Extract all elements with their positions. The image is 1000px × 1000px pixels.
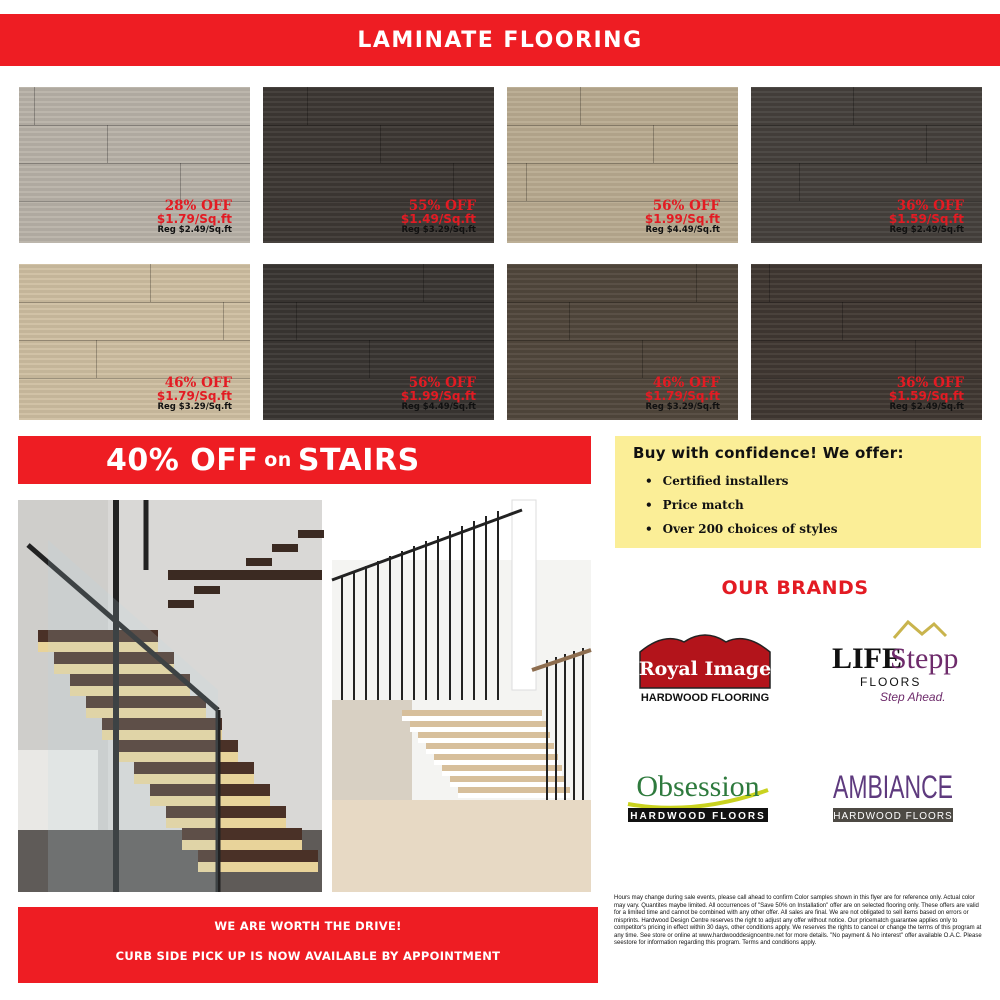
plank-line xyxy=(19,302,250,303)
plank-seam xyxy=(307,87,308,125)
plank-line xyxy=(751,340,982,341)
upper-stair-tread xyxy=(194,586,220,594)
price-reg: Reg $4.49/Sq.ft xyxy=(401,402,476,413)
stair-tread xyxy=(418,732,550,738)
plank-seam xyxy=(453,163,454,201)
price-off: 36% OFF xyxy=(896,198,964,215)
obsession-name: Obsession xyxy=(636,770,760,803)
plank-line xyxy=(507,125,738,126)
list-item: • Certified installers xyxy=(645,474,838,498)
plank-line xyxy=(263,340,494,341)
stair-tread xyxy=(442,765,562,771)
stair-tread xyxy=(434,754,558,760)
flooring-tile xyxy=(19,264,250,420)
price-reg: Reg $3.29/Sq.ft xyxy=(401,225,476,236)
price-sale: $1.79/Sq.ft xyxy=(644,389,720,404)
plank-line xyxy=(751,163,982,164)
price-reg: Reg $3.29/Sq.ft xyxy=(157,402,232,413)
price-sale: $1.49/Sq.ft xyxy=(400,212,476,227)
plank-line xyxy=(19,340,250,341)
plank-seam xyxy=(180,163,181,201)
obsession-logo[interactable] xyxy=(624,760,772,824)
price-off: 46% OFF xyxy=(652,375,720,392)
upper-stair-tread xyxy=(168,600,194,608)
plank-line xyxy=(19,163,250,164)
price-block xyxy=(889,199,964,235)
price-block xyxy=(645,376,720,412)
stair-riser xyxy=(426,749,554,754)
price-reg: Reg $3.29/Sq.ft xyxy=(645,402,720,413)
price-block xyxy=(401,376,476,412)
stair-riser xyxy=(402,716,542,721)
list-item: • Price match xyxy=(645,498,838,522)
plank-seam xyxy=(369,340,370,378)
plank-seam xyxy=(915,340,916,378)
stairs-banner xyxy=(18,436,591,484)
obsession-sub: HARDWOOD FLOORS xyxy=(630,811,766,822)
price-sale: $1.79/Sq.ft xyxy=(156,389,232,404)
plank-seam xyxy=(799,163,800,201)
lifestepp-life: LIFE xyxy=(832,642,903,675)
plank-seam xyxy=(423,264,424,302)
ambiance-name: AMBIANCE xyxy=(833,769,953,805)
price-block xyxy=(157,199,232,235)
plank-line xyxy=(19,125,250,126)
flooring-tile xyxy=(507,264,738,420)
upper-stair-tread xyxy=(272,544,298,552)
upper-stair-tread xyxy=(298,530,324,538)
lifestepp-stepp: Stepp xyxy=(890,642,959,675)
price-block xyxy=(401,199,476,235)
confidence-box xyxy=(615,436,981,548)
stairs-on: on xyxy=(264,449,292,471)
stair-riser xyxy=(458,793,570,798)
stair-tread xyxy=(458,787,570,793)
flooring-tile xyxy=(263,264,494,420)
plank-line xyxy=(263,302,494,303)
plank-seam xyxy=(526,163,527,201)
price-reg: Reg $2.49/Sq.ft xyxy=(157,225,232,236)
stairs-discount: 40% OFF xyxy=(106,442,259,478)
plank-seam xyxy=(107,125,108,163)
stair-riser xyxy=(410,727,546,732)
flooring-tile xyxy=(263,87,494,243)
price-off: 56% OFF xyxy=(652,198,720,215)
lifestepp-logo[interactable] xyxy=(830,616,960,708)
ambiance-sub: HARDWOOD FLOORS xyxy=(833,811,953,822)
stair-riser xyxy=(434,760,558,765)
modern-stairs-photo xyxy=(18,500,322,892)
price-reg: Reg $4.49/Sq.ft xyxy=(645,225,720,236)
plank-seam xyxy=(642,340,643,378)
plank-line xyxy=(507,340,738,341)
plank-seam xyxy=(696,264,697,302)
plank-line xyxy=(751,125,982,126)
price-block xyxy=(645,199,720,235)
plank-seam xyxy=(150,264,151,302)
fine-print: Hours may change during sale events, please call ahead to confirm Color samples shown in this flyer are for reference only. Actual color may vary. Quantites maybe limited. All occurrences of "Save 50% on Installation" offer are on selected flooring only. These offers are valid for a limited time and cannot be combined with any other offer. All sales are final. We are not obligated to sell items based on errors or misprints. Hardwood Design Centre reserves the right to adjust any offer without notice. Our pricematch guarantee applies only to competitor's pricing in effect within 30 days, other conditions apply. We reserves the rights to cancel or change the terms of this program at any time. See store or online at www.hardwooddesigncentre.net for more details. "No payment & No interest" offer available O.A.C. Please seestore for information regarding this program. Terms and conditions apply. xyxy=(614,895,982,946)
plank-seam xyxy=(96,340,97,378)
flooring-tile xyxy=(19,87,250,243)
plank-seam xyxy=(653,125,654,163)
white-stairs-photo xyxy=(332,500,591,892)
confidence-list xyxy=(645,474,838,546)
price-block xyxy=(889,376,964,412)
price-sale: $1.59/Sq.ft xyxy=(888,389,964,404)
plank-line xyxy=(507,302,738,303)
royal-image-logo[interactable] xyxy=(634,628,776,706)
stairs-word: STAIRS xyxy=(297,442,420,478)
worth-the-drive: WE ARE WORTH THE DRIVE! xyxy=(214,919,402,933)
brands-title: OUR BRANDS xyxy=(721,577,869,599)
confidence-title: Buy with confidence! We offer: xyxy=(633,444,904,462)
upper-stair-tread xyxy=(220,572,246,580)
price-sale: $1.99/Sq.ft xyxy=(644,212,720,227)
price-off: 36% OFF xyxy=(896,375,964,392)
price-off: 28% OFF xyxy=(164,198,232,215)
plank-line xyxy=(263,125,494,126)
price-off: 46% OFF xyxy=(164,375,232,392)
flooring-tile xyxy=(751,264,982,420)
list-item: • Over 200 choices of styles xyxy=(645,522,838,546)
plank-seam xyxy=(842,302,843,340)
stair-riser xyxy=(450,782,566,787)
plank-seam xyxy=(926,125,927,163)
stair-tread xyxy=(402,710,542,716)
stair-tread xyxy=(426,743,554,749)
plank-seam xyxy=(769,264,770,302)
price-sale: $1.59/Sq.ft xyxy=(888,212,964,227)
price-reg: Reg $2.49/Sq.ft xyxy=(889,402,964,413)
price-reg: Reg $2.49/Sq.ft xyxy=(889,225,964,236)
price-sale: $1.79/Sq.ft xyxy=(156,212,232,227)
price-sale: $1.99/Sq.ft xyxy=(400,389,476,404)
stair-tread xyxy=(450,776,566,782)
plank-seam xyxy=(380,125,381,163)
bottom-banner xyxy=(18,907,598,983)
royal-image-name: Royal Image xyxy=(638,658,772,680)
upper-stair-tread xyxy=(246,558,272,566)
plank-seam xyxy=(34,87,35,125)
plank-seam xyxy=(580,87,581,125)
ambiance-logo[interactable] xyxy=(830,762,956,824)
plank-line xyxy=(263,163,494,164)
stair-tread xyxy=(410,721,546,727)
plank-seam xyxy=(296,302,297,340)
flooring-tile xyxy=(507,87,738,243)
banner-title: LAMINATE FLOORING xyxy=(357,27,643,53)
price-off: 55% OFF xyxy=(408,198,476,215)
flooring-tile xyxy=(751,87,982,243)
plank-line xyxy=(507,163,738,164)
stair-riser xyxy=(418,738,550,743)
price-off: 56% OFF xyxy=(408,375,476,392)
curbside-pickup: CURB SIDE PICK UP IS NOW AVAILABLE BY APPOINTMENT xyxy=(115,949,501,963)
plank-seam xyxy=(223,302,224,340)
laminate-flooring-banner xyxy=(0,14,1000,66)
royal-image-sub: HARDWOOD FLOORING xyxy=(640,692,770,704)
stair-riser xyxy=(442,771,562,776)
lifestepp-floors: FLOORS xyxy=(860,675,922,689)
lifestepp-tagline: Step Ahead. xyxy=(880,690,946,704)
plank-seam xyxy=(569,302,570,340)
plank-seam xyxy=(853,87,854,125)
price-block xyxy=(157,376,232,412)
plank-line xyxy=(751,302,982,303)
